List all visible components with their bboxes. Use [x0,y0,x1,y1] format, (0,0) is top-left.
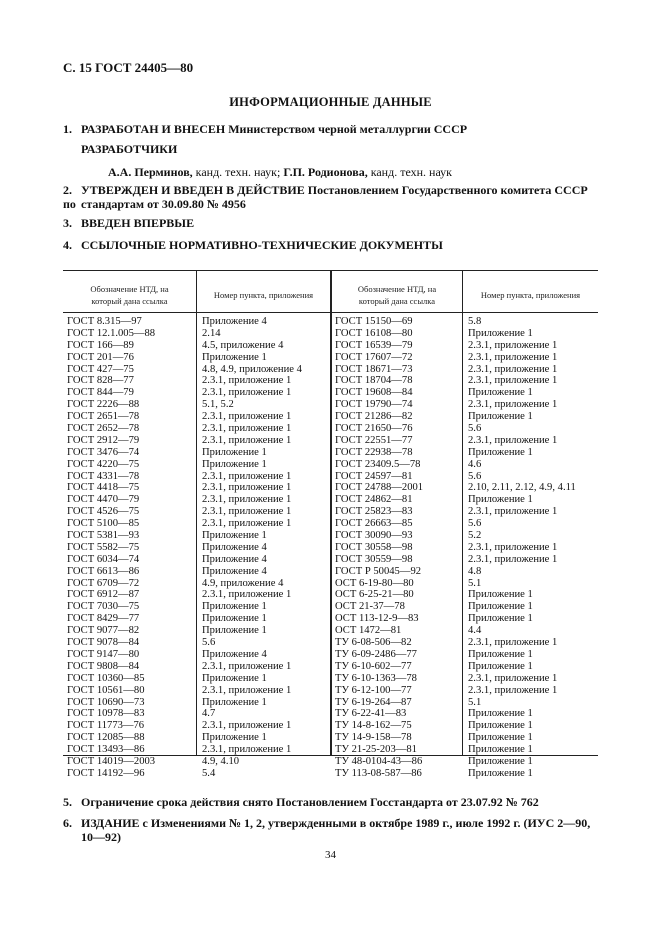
table-cell-clause: Приложение 1 [202,625,267,637]
table-cell-clause: 2.3.1, приложение 1 [202,482,292,494]
table-cell-ntd: ГОСТ 23409.5—78 [335,458,421,470]
table-cell-ntd: ГОСТ 19608—84 [335,387,413,399]
developer-degree: канд. техн. наук [370,165,453,179]
table-cell-clause: Приложение 4 [202,565,267,577]
table-cell-clause: Приложение 1 [468,648,533,660]
left-clause-column [202,316,302,780]
page-number: 34 [325,849,336,861]
table-cell-clause: Приложение 1 [468,387,533,399]
table-cell-ntd: ГОСТ 4470—79 [67,494,140,506]
table-cell-clause: 2.3.1, приложение 1 [468,637,558,649]
table-cell-ntd: ГОСТ 21650—76 [335,423,413,435]
table-cell-ntd: ОСТ 113-12-9—83 [335,613,419,625]
table-cell-ntd: ОСТ 1472—81 [335,625,402,637]
table-cell-ntd: ГОСТ 5381—93 [67,530,140,542]
column-divider [196,270,197,755]
table-cell-ntd: ГОСТ 4331—78 [67,470,140,482]
table-cell-clause: Приложение 1 [468,446,533,458]
table-cell-clause: 2.3.1, приложение 1 [202,494,292,506]
table-cell-ntd: ТУ 14-9-158—78 [335,732,412,744]
table-cell-ntd: ГОСТ Р 50045—92 [335,565,422,577]
page-header: С. 15 ГОСТ 24405—80 [63,60,194,75]
table-cell-ntd: ТУ 21-25-203—81 [335,744,417,756]
table-cell-clause: 4.8 [468,565,482,577]
table-cell-clause: 2.3.1, приложение 1 [202,518,292,530]
table-cell-clause: 2.3.1, приложение 1 [202,434,292,446]
table-cell-ntd: ГОСТ 16539—79 [335,339,413,351]
table-cell-ntd: ГОСТ 10360—85 [67,672,145,684]
table-cell-clause: 5.4 [202,767,216,779]
table-cell-ntd: ГОСТ 12085—88 [67,732,145,744]
table-cell-clause: 2.3.1, приложение 1 [202,744,292,756]
table-cell-clause: 2.14 [202,327,221,339]
table-cell-clause: 5.8 [468,316,482,327]
table-cell-clause: 4.8, 4.9, приложение 4 [202,363,302,375]
table-cell-clause: Приложение 1 [202,601,267,613]
table-cell-clause: 5.2 [468,530,482,542]
table-cell-clause: 2.3.1, приложение 1 [468,399,558,411]
table-cell-clause: 2.3.1, приложение 1 [468,541,558,553]
table-cell-clause: Приложение 1 [468,660,533,672]
section-caption: ИЗДАНИЕ с Изменениями № 1, 2, утвержденными в октябре 1989 г., июле 1992 г. (ИУС 2—90, [81,816,591,830]
section-number: 6. [63,816,72,830]
table-header-ntd: Обозначение НТД, на который дана ссылка [90,284,169,306]
table-cell-ntd: ГОСТ 12.1.005—88 [67,327,156,339]
table-cell-clause: 2.3.1, приложение 1 [468,351,558,363]
table-cell-ntd: ГОСТ 17607—72 [335,351,413,363]
table-cell-clause: 2.3.1, приложение 1 [468,553,558,565]
table-cell-clause: Приложение 1 [202,446,267,458]
developers-heading: РАЗРАБОТЧИКИ [81,142,178,156]
table-cell-ntd: ГОСТ 25823—83 [335,506,413,518]
table-cell-ntd: ТУ 6-10-1363—78 [335,672,417,684]
section-4 [63,238,443,252]
table-cell-clause: 5.1 [468,577,482,589]
developer-name: А.А. Перминов, [108,165,193,179]
section-caption: ВВЕДЕН ВПЕРВЫЕ [81,216,195,230]
table-cell-clause: 5.6 [202,637,216,649]
table-cell-ntd: ТУ 113-08-587—86 [335,767,422,779]
table-cell-ntd: ГОСТ 14192—96 [67,767,145,779]
table-cell-clause: 2.3.1, приложение 1 [202,720,292,732]
document-title: ИНФОРМАЦИОННЫЕ ДАННЫЕ [229,95,432,109]
table-cell-clause: 2.3.1, приложение 1 [202,684,292,696]
table-cell-clause: Приложение 1 [468,732,533,744]
table-cell-ntd: ТУ 6-10-602—77 [335,660,412,672]
table-cell-clause: 2.3.1, приложение 1 [202,470,292,482]
table-cell-ntd: ГОСТ 9147—80 [67,648,140,660]
table-cell-ntd: ГОСТ 18704—78 [335,375,413,387]
table-cell-clause: Приложение 1 [202,530,267,542]
right-clause-column [468,316,576,780]
table-cell-ntd: ГОСТ 22551—77 [335,434,413,446]
table-cell-ntd: ГОСТ 6613—86 [67,565,140,577]
table-cell-ntd: ГОСТ 6034—74 [67,553,140,565]
table-cell-ntd: ГОСТ 9077—82 [67,625,140,637]
developer-degree: канд. техн. наук; [195,165,281,179]
section-caption: РАЗРАБОТАН И ВНЕСЕН [81,122,226,136]
table-cell-ntd: ГОСТ 10978—83 [67,708,145,720]
table-cell-clause: 5.6 [468,518,482,530]
table-cell-clause: 2.3.1, приложение 1 [202,660,292,672]
table-cell-ntd: ГОСТ 30559—98 [335,553,413,565]
table-cell-clause: Приложение 4 [202,648,267,660]
table-cell-clause: 2.3.1, приложение 1 [468,375,558,387]
table-cell-ntd: ОСТ 6-19-80—80 [335,577,414,589]
table-cell-ntd: ГОСТ 13493—86 [67,744,145,756]
section-1 [63,122,467,136]
table-cell-ntd: ОСТ 6-25-21—80 [335,589,414,601]
table-cell-clause: Приложение 4 [202,316,267,327]
table-cell-clause: 4.4 [468,625,482,637]
table-cell-ntd: ГОСТ 26663—85 [335,518,413,530]
table-cell-ntd: ГОСТ 30558—98 [335,541,413,553]
table-cell-ntd: ГОСТ 8429—77 [67,613,140,625]
table-cell-ntd: ГОСТ 24862—81 [335,494,413,506]
table-cell-clause: Приложение 1 [468,767,533,779]
table-cell-clause: Приложение 1 [468,613,533,625]
reference-table [63,270,598,779]
section-5 [63,795,539,809]
table-cell-ntd: ГОСТ 3476—74 [67,446,140,458]
table-cell-clause: Приложение 1 [202,732,267,744]
table-cell-ntd: ГОСТ 14019—2003 [67,755,156,767]
table-cell-ntd: ГОСТ 6709—72 [67,577,140,589]
column-divider [462,270,463,755]
table-cell-clause: 2.3.1, приложение 1 [202,375,292,387]
developers-line [108,165,452,180]
table-cell-clause: Приложение 4 [202,541,267,553]
table-cell-clause: Приложение 1 [202,696,267,708]
table-cell-ntd: ГОСТ 5582—75 [67,541,140,553]
table-cell-clause: Приложение 1 [468,720,533,732]
section-3 [63,216,194,230]
table-cell-clause: 2.3.1, приложение 1 [468,506,558,518]
table-cell-clause: 4.9, 4.10 [202,755,240,767]
table-cell-ntd: ГОСТ 2652—78 [67,423,140,435]
table-cell-clause: 5.1, 5.2 [202,399,234,411]
table-cell-ntd: ГОСТ 4220—75 [67,458,140,470]
table-cell-clause: Приложение 1 [202,351,267,363]
table-cell-clause: 5.6 [468,423,482,435]
table-cell-ntd: ГОСТ 24788—2001 [335,482,424,494]
table-cell-ntd: ТУ 6-22-41—83 [335,708,407,720]
table-cell-ntd: ГОСТ 9808—84 [67,660,140,672]
table-cell-ntd: ГОСТ 18671—73 [335,363,413,375]
table-cell-ntd: ГОСТ 844—79 [67,387,134,399]
table-cell-clause: 2.3.1, приложение 1 [468,363,558,375]
table-cell-ntd: ТУ 6-12-100—77 [335,684,412,696]
table-cell-clause: 2.3.1, приложение 1 [202,387,292,399]
table-cell-ntd: ГОСТ 19790—74 [335,399,413,411]
table-cell-ntd: ГОСТ 6912—87 [67,589,140,601]
table-cell-clause: Приложение 1 [468,755,533,767]
table-cell-ntd: ОСТ 21-37—78 [335,601,405,613]
section-number: 2. [63,183,72,197]
table-cell-clause: 5.1 [468,696,482,708]
section-caption: УТВЕРЖДЕН И ВВЕДЕН В ДЕЙСТВИЕ [81,183,305,197]
table-cell-clause: Приложение 1 [202,613,267,625]
table-cell-clause: 2.3.1, приложение 1 [468,339,558,351]
section-text: Министерством черной металлургии СССР [228,122,468,136]
column-divider [330,270,332,755]
left-ntd-column [67,316,155,780]
section-6 [63,816,590,830]
table-cell-clause: 2.3.1, приложение 1 [468,434,558,446]
table-cell-ntd: ГОСТ 22938—78 [335,446,413,458]
table-cell-ntd: ГОСТ 4418—75 [67,482,140,494]
table-cell-ntd: ГОСТ 5100—85 [67,518,140,530]
right-ntd-column [335,316,423,780]
section-6-continuation: 10—92) [81,830,121,844]
table-cell-clause: 2.3.1, приложение 1 [468,684,558,696]
table-cell-ntd: ТУ 6-09-2486—77 [335,648,417,660]
table-cell-clause: Приложение 1 [202,672,267,684]
table-cell-ntd: ГОСТ 30090—93 [335,530,413,542]
section-number: 1. [63,122,72,136]
table-cell-clause: 2.3.1, приложение 1 [202,589,292,601]
table-cell-clause: Приложение 1 [468,327,533,339]
table-cell-ntd: ГОСТ 11773—76 [67,720,145,732]
table-cell-ntd: ТУ 14-8-162—75 [335,720,412,732]
table-cell-clause: 2.3.1, приложение 1 [468,672,558,684]
section-number: 4. [63,238,72,252]
table-cell-clause: Приложение 1 [468,411,533,423]
table-cell-clause: 2.3.1, приложение 1 [202,411,292,423]
table-cell-ntd: ГОСТ 828—77 [67,375,134,387]
section-caption: ССЫЛОЧНЫЕ НОРМАТИВНО-ТЕХНИЧЕСКИЕ ДОКУМЕНТЫ [81,238,443,252]
table-cell-ntd: ГОСТ 166—89 [67,339,134,351]
table-cell-ntd: ТУ 6-08-506—82 [335,637,412,649]
section-2-continuation: стандартам от 30.09.80 № 4956 [81,197,246,211]
table-cell-clause: Приложение 1 [202,458,267,470]
table-cell-ntd: ТУ 48-0104-43—86 [335,755,423,767]
table-cell-clause: Приложение 4 [202,553,267,565]
table-cell-ntd: ГОСТ 8.315—97 [67,316,142,327]
table-cell-clause: 2.3.1, приложение 1 [202,506,292,518]
table-cell-ntd: ГОСТ 201—76 [67,351,134,363]
table-cell-clause: 2.10, 2.11, 2.12, 4.9, 4.11 [468,482,576,494]
table-cell-clause: Приложение 1 [468,589,533,601]
section-text: Постановлением Государственного комитета СССР по [63,183,588,211]
table-cell-clause: Приложение 1 [468,601,533,613]
table-header-ntd: Обозначение НТД, на который дана ссылка [357,284,437,306]
table-cell-ntd: ГОСТ 21286—82 [335,411,413,423]
table-cell-ntd: ТУ 6-19-264—87 [335,696,412,708]
table-cell-ntd: ГОСТ 4526—75 [67,506,140,518]
table-cell-clause: 4.9, приложение 4 [202,577,284,589]
table-cell-clause: Приложение 1 [468,744,533,756]
table-cell-clause: 2.3.1, приложение 1 [202,423,292,435]
developer-name: Г.П. Родионова, [283,165,368,179]
section-number: 3. [63,216,72,230]
table-cell-ntd: ГОСТ 10690—73 [67,696,145,708]
table-cell-clause: 5.6 [468,470,482,482]
table-cell-ntd: ГОСТ 9078—84 [67,637,140,649]
table-cell-ntd: ГОСТ 427—75 [67,363,134,375]
table-cell-ntd: ГОСТ 2226—88 [67,399,140,411]
table-cell-clause: 4.7 [202,708,216,720]
table-cell-clause: 4.6 [468,458,482,470]
table-cell-ntd: ГОСТ 2912—79 [67,434,140,446]
table-cell-ntd: ГОСТ 10561—80 [67,684,145,696]
section-number: 5. [63,795,72,809]
table-cell-ntd: ГОСТ 2651—78 [67,411,140,423]
table-cell-ntd: ГОСТ 24597—81 [335,470,413,482]
table-cell-clause: Приложение 1 [468,494,533,506]
table-cell-ntd: ГОСТ 15150—69 [335,316,413,327]
table-cell-ntd: ГОСТ 16108—80 [335,327,413,339]
table-header-clause: Номер пункта, приложения [213,290,314,300]
table-cell-clause: Приложение 1 [468,708,533,720]
table-cell-ntd: ГОСТ 7030—75 [67,601,140,613]
table-cell-clause: 4.5, приложение 4 [202,339,284,351]
table-header-clause: Номер пункта, приложения [480,290,581,300]
section-caption: Ограничение срока действия снято Постановлением Госстандарта от 23.07.92 № 762 [81,795,539,809]
